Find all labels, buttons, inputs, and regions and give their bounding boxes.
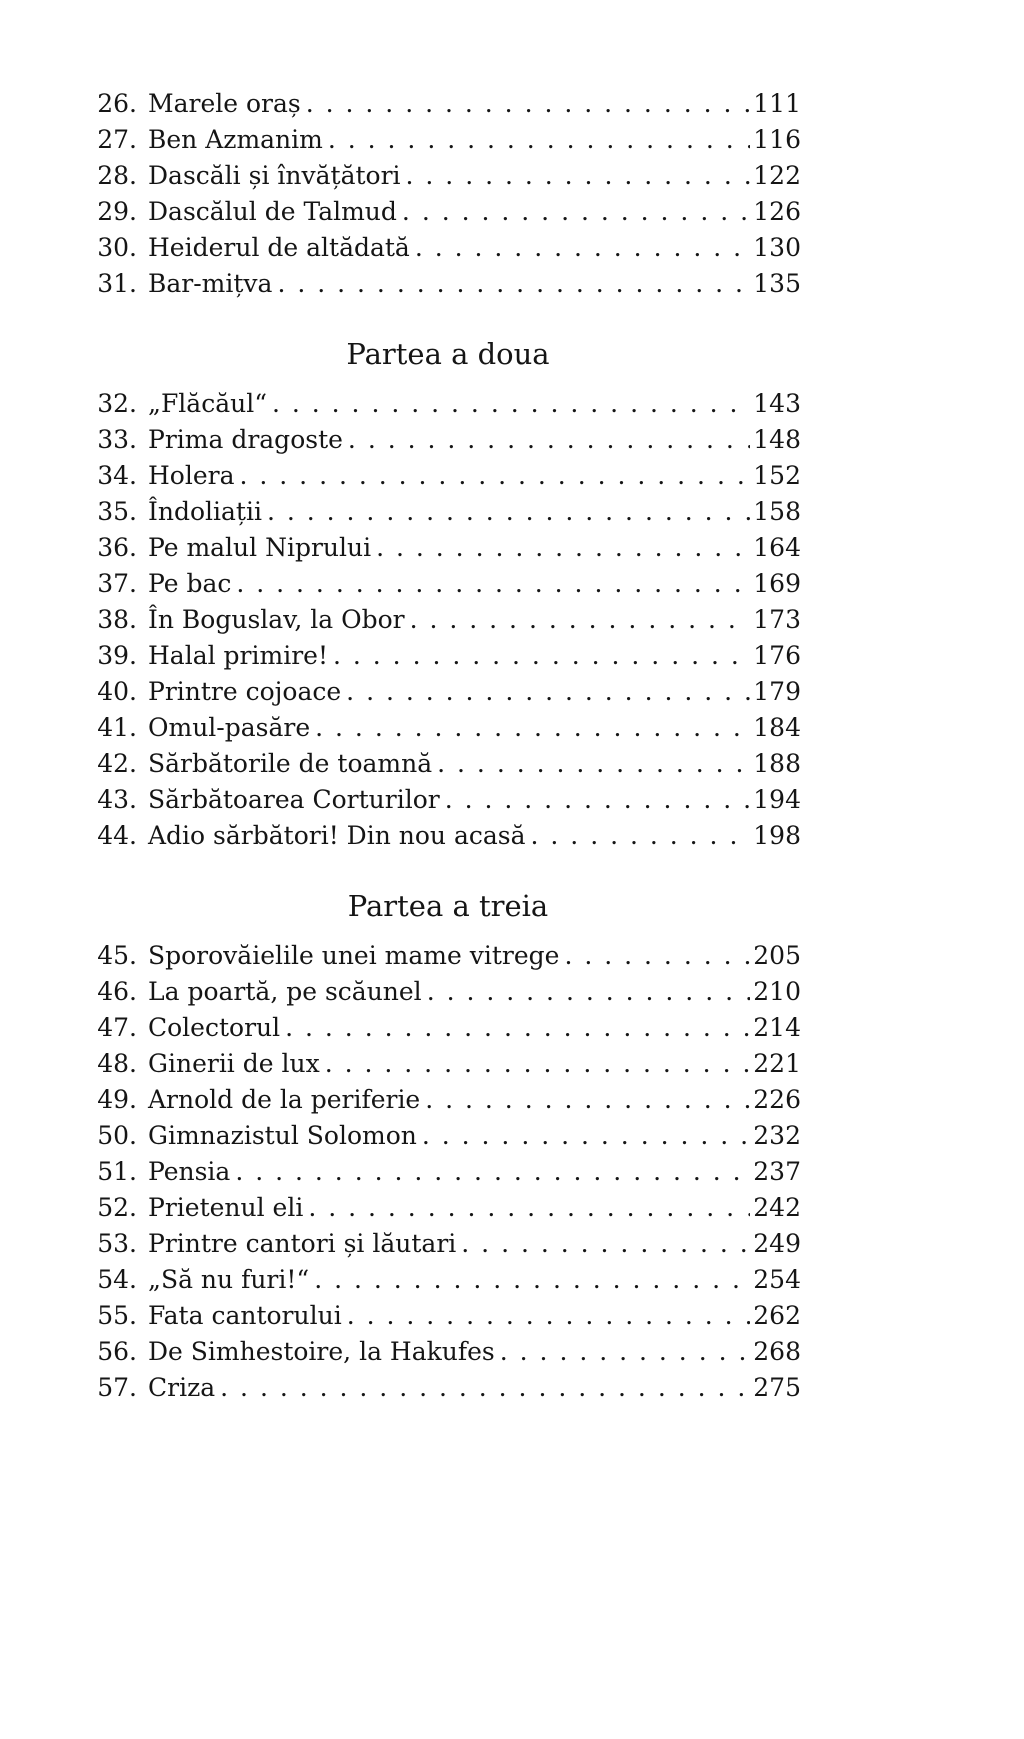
chapter-number: 27.	[97, 125, 137, 154]
chapter-number: 29.	[97, 197, 137, 226]
chapter-title: Criza	[148, 1373, 216, 1402]
toc-entry	[95, 86, 801, 122]
dot-leader	[427, 974, 751, 1010]
dot-leader	[425, 1082, 750, 1118]
chapter-number: 43.	[97, 785, 137, 814]
dot-leader	[328, 122, 750, 158]
dot-leader	[272, 386, 750, 422]
toc-entry	[95, 602, 801, 638]
page-number: 126	[753, 197, 801, 226]
page-number: 198	[753, 821, 801, 850]
chapter-title: Printre cojoace	[148, 677, 342, 706]
dot-leader	[314, 1262, 750, 1298]
toc-entry	[95, 1370, 801, 1406]
toc-entry	[95, 422, 801, 458]
dot-leader	[346, 674, 750, 710]
chapter-title: Colectorul	[148, 1013, 281, 1042]
chapter-title: Ben Azmanim	[148, 125, 323, 154]
page-number: 275	[753, 1373, 801, 1402]
chapter-title: Halal primire!	[148, 641, 328, 670]
page-number: 221	[753, 1049, 801, 1078]
chapter-title: În Boguslav, la Obor	[148, 605, 405, 634]
page-number: 152	[753, 461, 801, 490]
dot-leader	[315, 710, 750, 746]
dot-leader	[306, 86, 751, 122]
chapter-title: Holera	[148, 461, 235, 490]
dot-leader	[325, 1046, 751, 1082]
toc-entry	[95, 158, 801, 194]
dot-leader	[445, 782, 751, 818]
chapter-number: 52.	[97, 1193, 137, 1222]
chapter-title: Prima dragoste	[148, 425, 343, 454]
dot-leader	[437, 746, 750, 782]
chapter-number: 48.	[97, 1049, 137, 1078]
page-number: 164	[753, 533, 801, 562]
dot-leader	[308, 1190, 750, 1226]
dot-leader	[415, 230, 750, 266]
page-number: 188	[753, 749, 801, 778]
chapter-number: 31.	[97, 269, 137, 298]
toc-entry	[95, 746, 801, 782]
page-number: 254	[753, 1265, 801, 1294]
page-number: 268	[753, 1337, 801, 1366]
chapter-number: 54.	[97, 1265, 137, 1294]
chapter-number: 35.	[97, 497, 137, 526]
toc-entry	[95, 230, 801, 266]
page-number: 158	[753, 497, 801, 526]
chapter-number: 46.	[97, 977, 137, 1006]
chapter-number: 41.	[97, 713, 137, 742]
toc-entry	[95, 1190, 801, 1226]
dot-leader	[422, 1118, 750, 1154]
chapter-number: 56.	[97, 1337, 137, 1366]
chapter-number: 28.	[97, 161, 137, 190]
chapter-number: 26.	[97, 89, 137, 118]
dot-leader	[236, 566, 750, 602]
dot-leader	[347, 1298, 751, 1334]
chapter-number: 44.	[97, 821, 137, 850]
dot-leader	[285, 1010, 750, 1046]
chapter-title: Adio sărbători! Din nou acasă	[148, 821, 526, 850]
page-number: 210	[753, 977, 801, 1006]
dot-leader	[410, 602, 751, 638]
toc-entry	[95, 818, 801, 854]
toc-entry	[95, 1046, 801, 1082]
chapter-title: Pe bac	[148, 569, 232, 598]
toc-entry	[95, 566, 801, 602]
chapter-title: Sporovăielile unei mame vitrege	[148, 941, 560, 970]
page-number: 111	[753, 89, 801, 118]
page-number: 169	[753, 569, 801, 598]
toc-entry	[95, 266, 801, 302]
chapter-number: 37.	[97, 569, 137, 598]
chapter-title: Îndoliații	[148, 497, 262, 526]
page-number: 205	[753, 941, 801, 970]
page-number: 173	[753, 605, 801, 634]
page-number: 237	[753, 1157, 801, 1186]
dot-leader	[277, 266, 750, 302]
chapter-title: Pensia	[148, 1157, 231, 1186]
chapter-number: 51.	[97, 1157, 137, 1186]
chapter-number: 45.	[97, 941, 137, 970]
dot-leader	[376, 530, 750, 566]
chapter-title: Omul-pasăre	[148, 713, 311, 742]
toc-entry	[95, 530, 801, 566]
dot-leader	[500, 1334, 751, 1370]
toc-entry	[95, 782, 801, 818]
chapter-number: 47.	[97, 1013, 137, 1042]
dot-leader	[531, 818, 751, 854]
page-number: 249	[753, 1229, 801, 1258]
toc-entry	[95, 1118, 801, 1154]
page-number: 232	[753, 1121, 801, 1150]
page-number: 135	[753, 269, 801, 298]
chapter-title: Pe malul Niprului	[148, 533, 372, 562]
page-number: 122	[753, 161, 801, 190]
dot-leader	[564, 938, 750, 974]
chapter-title: Fata cantorului	[148, 1301, 342, 1330]
page-number: 194	[753, 785, 801, 814]
dot-leader	[406, 158, 751, 194]
chapter-title: Heiderul de altădată	[148, 233, 410, 262]
chapter-number: 55.	[97, 1301, 137, 1330]
chapter-number: 53.	[97, 1229, 137, 1258]
toc-entry	[95, 1262, 801, 1298]
page-number: 179	[753, 677, 801, 706]
section-heading: Partea a doua	[346, 337, 550, 371]
chapter-title: Gimnazistul Solomon	[148, 1121, 417, 1150]
chapter-number: 40.	[97, 677, 137, 706]
toc-entry	[95, 710, 801, 746]
toc-entry	[95, 494, 801, 530]
toc-entry	[95, 938, 801, 974]
page-number: 226	[753, 1085, 801, 1114]
page-number: 176	[753, 641, 801, 670]
chapter-number: 33.	[97, 425, 137, 454]
dot-leader	[235, 1154, 750, 1190]
dot-leader	[240, 458, 751, 494]
chapter-number: 34.	[97, 461, 137, 490]
chapter-title: De Simhestoire, la Hakufes	[148, 1337, 495, 1366]
chapter-title: Sărbătoarea Corturilor	[148, 785, 440, 814]
toc-entry	[95, 638, 801, 674]
toc-entry	[95, 974, 801, 1010]
toc-entry	[95, 1298, 801, 1334]
toc-entry	[95, 1334, 801, 1370]
page-number: 130	[753, 233, 801, 262]
toc-entry	[95, 122, 801, 158]
toc-entry	[95, 1226, 801, 1262]
chapter-title: Dascăli și învățători	[148, 161, 401, 190]
toc-entry	[95, 1154, 801, 1190]
section-heading: Partea a treia	[347, 889, 549, 923]
page-number: 148	[753, 425, 801, 454]
page-number: 184	[753, 713, 801, 742]
chapter-title: Marele oraș	[148, 89, 301, 118]
chapter-title: Printre cantori și lăutari	[148, 1229, 457, 1258]
dot-leader	[220, 1370, 750, 1406]
chapter-number: 50.	[97, 1121, 137, 1150]
page-number: 116	[753, 125, 801, 154]
chapter-number: 49.	[97, 1085, 137, 1114]
chapter-title: Sărbătorile de toamnă	[148, 749, 433, 778]
toc-entry	[95, 674, 801, 710]
table-of-contents	[95, 86, 801, 1406]
toc-entry	[95, 458, 801, 494]
page-number: 242	[753, 1193, 801, 1222]
chapter-number: 36.	[97, 533, 137, 562]
dot-leader	[267, 494, 750, 530]
page-number: 143	[753, 389, 801, 418]
toc-entry	[95, 194, 801, 230]
dot-leader	[402, 194, 750, 230]
toc-entry	[95, 1082, 801, 1118]
chapter-title: Arnold de la periferie	[148, 1085, 421, 1114]
dot-leader	[461, 1226, 750, 1262]
chapter-number: 57.	[97, 1373, 137, 1402]
chapter-number: 32.	[97, 389, 137, 418]
toc-entry	[95, 386, 801, 422]
chapter-title: „Să nu furi!“	[148, 1265, 310, 1294]
chapter-title: Ginerii de lux	[148, 1049, 320, 1078]
chapter-title: Dascălul de Talmud	[148, 197, 397, 226]
chapter-number: 38.	[97, 605, 137, 634]
chapter-number: 39.	[97, 641, 137, 670]
toc-entry	[95, 1010, 801, 1046]
dot-leader	[348, 422, 750, 458]
chapter-number: 30.	[97, 233, 137, 262]
page-number: 262	[753, 1301, 801, 1330]
chapter-number: 42.	[97, 749, 137, 778]
dot-leader	[333, 638, 750, 674]
chapter-title: Bar-mițva	[148, 269, 273, 298]
chapter-title: Prietenul eli	[148, 1193, 304, 1222]
page-number: 214	[753, 1013, 801, 1042]
chapter-title: La poartă, pe scăunel	[148, 977, 422, 1006]
chapter-title: „Flăcăul“	[148, 389, 267, 418]
